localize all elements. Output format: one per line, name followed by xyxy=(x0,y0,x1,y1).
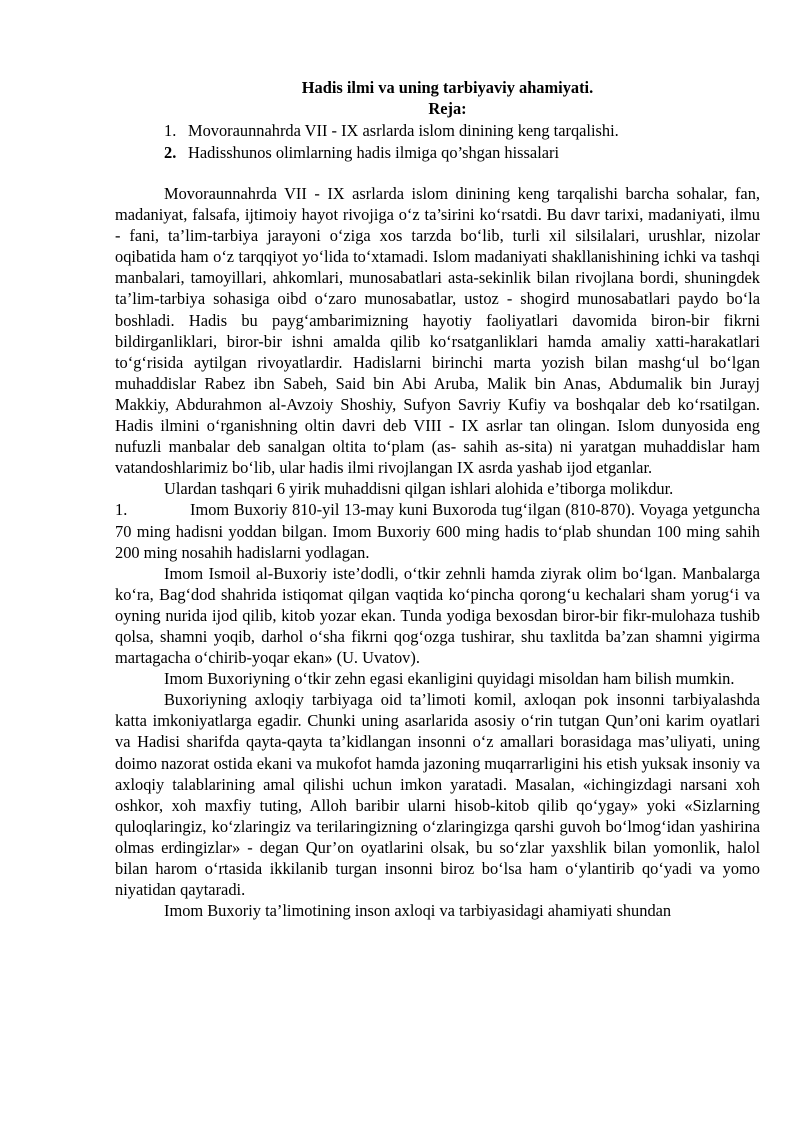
body-paragraph: Buxoriyning axloqiy tarbiyaga oid ta’limoti komil, axloqan pok insonni tarbiyalashda katta imkoniyatlarga egadir. Chunki uning asarlarida asosiy o‘rin tutgan Qun’oni karim oyatlari va Hadisi sharifda qayta-qayta ta’kidlangan insonni o‘z amallari borasidaga mas’uliyati, uning doimo nazorat ostida ekani va mukofot hamda jazoning muqarrarligini his etish yuksak insoniy va axloqiy talablarining amal qilishi uchun imkon yaratadi. Masalan, «ichingizdagi narsani xoh oshkor, xoh maxfiy tuting, Alloh baribir ularni hisob-kitob qilib qo‘ygay» yoki «Sizlarning quloqlaringiz, ko‘zlaringiz va terilaringizning o‘zlaringizga qarshi guvoh bo‘lmog‘idan yashirina olmas erdingizlar» - degan Qur’on oyatlarini olsak, bu so‘zlar yaxshlik bilan yomonlik, halol bilan harom o‘rtasida ikkilanib turgan insonni biroz bo‘lsa ham o‘ylantirib qo‘yadi va yomo niyatidan qaytaradi. xyxy=(115,690,760,900)
plan-item-number: 1. xyxy=(164,121,177,140)
numbered-paragraph xyxy=(115,499,760,562)
body-paragraph: Imom Ismoil al-Buxoriy iste’dodli, o‘tkir zehnli hamda ziyrak olim bo‘lgan. Manbalarga ko‘ra, Bag‘dod shahrida istiqomat qilgan vaqtida ko‘pincha qorong‘u kechalari sham yorug‘i va oyning nurida ijod qilib, kitob yozar ekan. Tunda yodiga bexosdan biror-bir fikr-mulohaza tushib qolsa, shamni yoqib, darhol o‘sha fikrni qog‘ozga tushirar, shu taxlitda ba’zan shamni yigirma martagacha o‘chirib-yoqar ekan» (U. Uvatov). xyxy=(115,563,760,668)
plan-heading: Reja: xyxy=(428,99,467,118)
document-title: Hadis ilmi va uning tarbiyaviy ahamiyati. xyxy=(301,78,594,97)
plan-item-number: 2. xyxy=(164,142,177,162)
body-paragraph: Imom Buxoriyning o‘tkir zehn egasi ekanligini quyidagi misoldan ham bilish mumkin. xyxy=(164,669,735,689)
document-body xyxy=(115,183,760,921)
paragraph-number: 1. xyxy=(115,500,128,520)
plan-item-text: Movoraunnahrda VII - IX asrlarda islom dinining keng tarqalishi. xyxy=(188,121,619,140)
paragraph-text: Imom Buxoriy 810-yil 13-may kuni Buxoroda tug‘ilgan (810-870). Voyaga yetguncha 70 ming hadisni yoddan bilgan. Imom Buxoriy 600 ming hadis to‘plab shundan 100 ming sahih 200 ming nosahih hadislarni yodlagan. xyxy=(115,500,760,562)
plan-item-text: Hadisshunos olimlarning hadis ilmiga qo’shgan hissalari xyxy=(188,142,560,162)
body-paragraph: Movoraunnahrda VII - IX asrlarda islom dinining keng tarqalishi barcha sohalar, fan, madaniyat, falsafa, ijtimoiy hayot rivojiga o‘z ta’sirini ko‘rsatdi. Bu davr tarixi, madaniyati, ilmu - fani, ta’lim-tarbiya jarayoni o‘ziga xos tarzda bo‘lib, turli xil silsilalari, urushlar, nizolar oqibatida ham o‘z tarqqiyot yo‘lida to‘xtamadi. Islom madaniyati shakllanishining ichki va tashqi manbalari, tamoyillari, ahkomlari, munosabatlari asta-sekinlik bilan rivojlana bordi, shuningdek ta’lim-tarbiya sohasiga oibd o‘zaro munosabatlar, ustoz - shogird munosabatlari paydo bo‘la boshladi. Hadis bu payg‘ambarimizning hayotiy faoliyatlari davomida biron-bir fikrni bildirganliklari, biror-bir ishni amalda qilib ko‘rsatganliklari hamda amaliy xatti-harakatlari to‘g‘risida aytilgan rivoyatlardir. Hadislarni birinchi marta yozish bilan mashg‘ul bo‘lgan muhaddislar Rabez ibn Sabeh, Said bin Abi Aruba, Malik bin Anas, Abdumalik bin Jurayj Makkiy, Abdurahmon al-Avzoiy Shoshiy, Sufyon Savriy Kufiy va boshqalar deb ko‘rsatilgan. Hadis ilmini o‘rganishning oltin davri deb VIII - IX asrlar tan olingan. Islom dunyosida eng nufuzli manbalar deb sanalgan oltita to‘plam (as- sahih as-sita) ni yaratgan muhaddislar ham vatandoshlarimiz bo‘lib, ular hadis ilmi rivojlangan IX asrda yashab ijod etganlar. xyxy=(115,184,760,478)
body-paragraph: Ulardan tashqari 6 yirik muhaddisni qilgan ishlari alohida e’tiborga molikdur. xyxy=(164,479,674,499)
plan-item xyxy=(164,120,619,142)
plan-list xyxy=(164,120,619,163)
plan-item xyxy=(164,142,619,164)
body-paragraph: Imom Buxoriy ta’limotining inson axloqi va tarbiyasidagi ahamiyati shundan xyxy=(164,901,672,921)
